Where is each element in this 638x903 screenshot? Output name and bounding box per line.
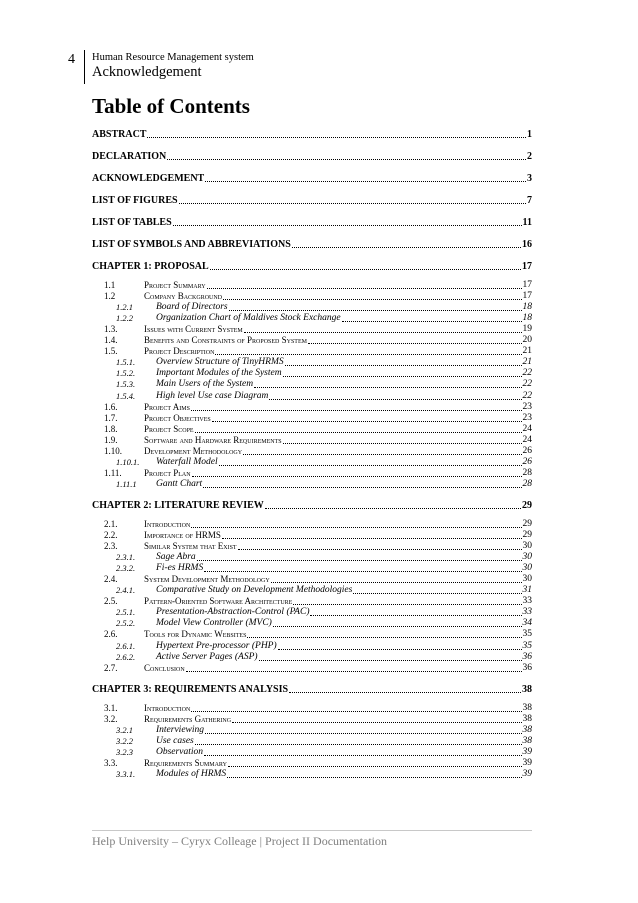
toc-entry-page: 17 xyxy=(522,261,532,272)
toc-entry-number: 2.5.1. xyxy=(116,607,136,618)
toc-entry-title: CHAPTER 3: REQUIREMENTS ANALYSIS xyxy=(92,683,289,695)
toc-entry-page: 26 xyxy=(522,456,532,467)
toc-entry-number: 3.2.2 xyxy=(116,735,133,746)
toc-entry-title: Important Modules of the System xyxy=(156,368,282,379)
toc-entry-page: 38 xyxy=(522,724,532,735)
toc-entry-number: 1.8. xyxy=(104,423,118,434)
toc-leader-dots xyxy=(254,378,521,388)
toc-entry-title: ACKNOWLEDGEMENT xyxy=(92,173,205,184)
toc-entry-number: 1.9. xyxy=(104,434,118,445)
toc-leader-dots xyxy=(192,467,522,477)
toc-entry-page: 28 xyxy=(522,467,532,478)
toc-entry-number: 1.11. xyxy=(104,467,122,478)
toc-entry-number: 3.2.3 xyxy=(116,746,133,757)
toc-entry-page: 19 xyxy=(522,324,532,335)
toc-entry-number: 1.5.1. xyxy=(116,357,136,368)
toc-title: Table of Contents xyxy=(92,94,250,118)
toc-leader-dots xyxy=(210,260,521,270)
toc-leader-dots xyxy=(292,238,521,248)
toc-chapter-entry[interactable] xyxy=(92,683,532,696)
toc-entry-page: 29 xyxy=(522,530,532,540)
toc-subsection-entry[interactable] xyxy=(92,768,532,781)
toc-entry-page: 39 xyxy=(522,768,532,779)
toc-subsection-entry[interactable] xyxy=(92,478,532,491)
toc-entry-number: 1.5. xyxy=(104,346,118,357)
toc-leader-dots xyxy=(207,279,522,289)
toc-entry-number: 1.6. xyxy=(104,401,118,412)
toc-leader-dots xyxy=(191,702,521,712)
toc-leader-dots xyxy=(285,356,522,366)
toc-entry-number: 2.2. xyxy=(104,530,118,540)
toc-entry-number: 1.1 xyxy=(104,280,116,290)
toc-entry-page: 29 xyxy=(522,499,532,511)
toc-leader-dots xyxy=(269,390,521,400)
toc-entry-number: 2.6.2. xyxy=(116,651,136,662)
toc-entry-number: 1.11.1 xyxy=(116,478,137,489)
toc-entry-title: Similar System that Exist xyxy=(144,541,237,552)
toc-entry-number: 3.3. xyxy=(104,757,118,768)
toc-entry-number: 3.2. xyxy=(104,713,118,724)
toc-chapter-entry[interactable] xyxy=(92,172,532,185)
toc-entry-title: Presentation-Abstraction-Control (PAC) xyxy=(156,607,310,618)
toc-entry-title: CHAPTER 2: LITERATURE REVIEW xyxy=(92,499,264,511)
toc-entry-title: Use cases xyxy=(156,735,194,746)
toc-entry-title: Project Plan xyxy=(144,467,191,478)
toc-entry-page: 28 xyxy=(522,478,532,489)
toc-leader-dots xyxy=(227,768,521,778)
toc-entry-page: 36 xyxy=(522,651,532,662)
toc-entry-page: 38 xyxy=(522,683,532,695)
toc-entry-title: Interviewing xyxy=(156,724,205,735)
toc-entry-title: Project Aims xyxy=(144,401,190,412)
toc-entry-title: Fi-es HRMS xyxy=(156,563,204,574)
toc-entry-page: 24 xyxy=(522,434,532,445)
toc-leader-dots xyxy=(173,216,522,226)
toc-entry-page: 38 xyxy=(522,702,532,713)
toc-entry-title: System Development Methodology xyxy=(144,574,270,585)
toc-entry-number: 2.3.2. xyxy=(116,563,136,574)
toc-entry-number: 3.2.1 xyxy=(116,724,133,735)
toc-section-entry[interactable] xyxy=(92,662,532,675)
toc-leader-dots xyxy=(238,540,522,550)
toc-leader-dots xyxy=(353,584,521,594)
section-heading: Acknowledgement xyxy=(92,64,202,80)
toc-leader-dots xyxy=(228,757,522,767)
toc-leader-dots xyxy=(203,478,521,488)
toc-entry-title: Project Scope xyxy=(144,423,194,434)
toc-entry-number: 2.5.2. xyxy=(116,618,136,629)
toc-entry-page: 38 xyxy=(522,713,532,724)
document-title: Human Resource Management system xyxy=(92,52,254,63)
toc-entry-number: 1.10. xyxy=(104,445,122,456)
toc-leader-dots xyxy=(205,724,521,734)
toc-chapter-entry[interactable] xyxy=(92,260,532,273)
toc-entry-page: 39 xyxy=(522,746,532,757)
toc-leader-dots xyxy=(232,713,521,723)
toc-chapter-entry[interactable] xyxy=(92,238,532,251)
toc-entry-page: 35 xyxy=(522,640,532,651)
toc-entry-page: 1 xyxy=(527,129,532,140)
toc-entry-number: 1.5.3. xyxy=(116,379,136,390)
toc-entry-title: LIST OF FIGURES xyxy=(92,195,178,206)
toc-leader-dots xyxy=(310,606,521,616)
toc-entry-title: Software and Hardware Requirements xyxy=(144,434,282,445)
header-divider xyxy=(84,50,85,84)
toc-leader-dots xyxy=(219,456,522,466)
toc-entry-title: Development Methodology xyxy=(144,445,243,456)
toc-entry-number: 1.5.4. xyxy=(116,390,136,401)
toc-entry-number: 2.6. xyxy=(104,629,118,640)
toc-entry-title: Active Server Pages (ASP) xyxy=(156,651,258,662)
toc-entry-title: Issues with Current System xyxy=(144,324,243,335)
toc-chapter-entry[interactable] xyxy=(92,128,532,141)
toc-entry-page: 21 xyxy=(522,346,532,357)
toc-entry-page: 29 xyxy=(522,518,532,529)
toc-entry-page: 30 xyxy=(522,563,532,574)
toc-entry-title: Comparative Study on Development Methodologies xyxy=(156,585,353,596)
toc-chapter-entry[interactable] xyxy=(92,216,532,229)
toc-entry-title: Requirements Gathering xyxy=(144,713,232,724)
toc-entry-page: 33 xyxy=(522,607,532,618)
toc-entry-page: 11 xyxy=(522,217,532,228)
toc-entry-title: Organization Chart of Maldives Stock Exchange xyxy=(156,313,341,324)
toc-leader-dots xyxy=(167,150,526,160)
toc-entry-title: Board of Directors xyxy=(156,302,228,313)
toc-entry-title: Hypertext Pre-processor (PHP) xyxy=(156,640,277,651)
toc-leader-dots xyxy=(215,345,521,355)
toc-leader-dots xyxy=(271,573,522,583)
toc-entry-number: 2.5. xyxy=(104,596,118,607)
toc-entry-page: 2 xyxy=(527,151,532,162)
toc-entry-title: Introduction xyxy=(144,518,191,529)
toc-entry-page: 30 xyxy=(522,574,532,585)
toc-entry-page: 36 xyxy=(522,662,532,673)
toc-leader-dots xyxy=(259,651,522,661)
toc-leader-dots xyxy=(293,595,521,605)
toc-entry-page: 30 xyxy=(522,541,532,552)
toc-leader-dots xyxy=(283,367,522,377)
toc-entry-page: 23 xyxy=(522,412,532,423)
toc-entry-title: Gantt Chart xyxy=(156,478,203,489)
toc-entry-number: 1.4. xyxy=(104,335,118,346)
toc-entry-title: Sage Abra xyxy=(156,552,196,563)
toc-entry-title: High level Use case Diagram xyxy=(156,390,269,401)
toc-entry-title: ABSTRACT xyxy=(92,129,147,140)
toc-entry-title: Observation xyxy=(156,746,203,757)
toc-leader-dots xyxy=(195,735,522,745)
toc-entry-page: 24 xyxy=(522,423,532,434)
toc-leader-dots xyxy=(273,617,522,627)
footer-text: Help University – Cyryx Colleage | Project II Documentation xyxy=(92,834,388,848)
toc-entry-page: 20 xyxy=(522,335,532,346)
toc-leader-dots xyxy=(222,529,522,539)
toc-leader-dots xyxy=(342,312,522,322)
toc-leader-dots xyxy=(212,412,522,422)
toc-leader-dots xyxy=(186,662,522,672)
toc-entry-title: Company Background xyxy=(144,291,223,302)
toc-entry-page: 30 xyxy=(522,552,532,563)
toc-entry-title: Model View Controller (MVC) xyxy=(156,618,272,629)
toc-leader-dots xyxy=(278,640,522,650)
toc-entry-title: Pattern-Oriented Software Architecture xyxy=(144,596,293,607)
toc-entry-title: Main Users of the System xyxy=(156,379,254,390)
toc-entry-number: 1.2 xyxy=(104,291,116,302)
toc-entry-page: 21 xyxy=(522,357,532,368)
toc-leader-dots xyxy=(204,746,522,756)
toc-entry-number: 1.5.2. xyxy=(116,368,136,379)
toc-entry-number: 2.4.1. xyxy=(116,585,136,596)
toc-leader-dots xyxy=(265,499,521,509)
toc-leader-dots xyxy=(204,562,521,572)
toc-entry-page: 17 xyxy=(522,291,532,302)
toc-entry-number: 2.1. xyxy=(104,518,118,529)
toc-entry-title: DECLARATION xyxy=(92,151,167,162)
toc-leader-dots xyxy=(191,518,521,528)
toc-entry-number: 2.4. xyxy=(104,574,118,585)
toc-leader-dots xyxy=(191,401,522,411)
toc-entry-number: 2.3. xyxy=(104,541,118,552)
toc-entry-title: Modules of HRMS xyxy=(156,768,227,779)
toc-chapter-entry[interactable] xyxy=(92,194,532,207)
toc-entry-page: 33 xyxy=(522,596,532,607)
toc-entry-page: 38 xyxy=(522,735,532,746)
toc-leader-dots xyxy=(223,290,521,300)
toc-entry-title: Project Description xyxy=(144,346,215,357)
toc-chapter-entry[interactable] xyxy=(92,499,532,512)
toc-entry-number: 1.7. xyxy=(104,412,118,423)
toc-entry-title: Benefits and Constraints of Proposed System xyxy=(144,335,307,346)
toc-entry-page: 39 xyxy=(522,757,532,768)
toc-entry-page: 23 xyxy=(522,401,532,412)
toc-leader-dots xyxy=(243,445,521,455)
footer-divider xyxy=(92,830,532,831)
toc-entry-page: 34 xyxy=(522,618,532,629)
toc-leader-dots xyxy=(244,323,522,333)
toc-entry-title: Introduction xyxy=(144,702,191,713)
toc-entry-number: 3.1. xyxy=(104,702,118,713)
toc-entry-title: Waterfall Model xyxy=(156,456,218,467)
page-number: 4 xyxy=(68,52,75,67)
toc-leader-dots xyxy=(283,434,522,444)
toc-entry-page: 18 xyxy=(522,302,532,313)
toc-entry-title: Project Objectives xyxy=(144,412,211,423)
toc-leader-dots xyxy=(289,683,521,693)
toc-entry-number: 3.3.1. xyxy=(116,768,136,779)
toc-entry-page: 31 xyxy=(522,585,532,596)
toc-entry-page: 3 xyxy=(527,173,532,184)
toc-entry-page: 18 xyxy=(522,313,532,324)
toc-entry-page: 17 xyxy=(522,280,532,290)
toc-entry-title: Requirements Summary xyxy=(144,757,227,768)
toc-entry-number: 1.2.2 xyxy=(116,313,133,324)
toc-chapter-entry[interactable] xyxy=(92,150,532,163)
toc-entry-title: Tools for Dynamic Websites xyxy=(144,629,247,640)
toc-entry-title: LIST OF SYMBOLS AND ABBREVIATIONS xyxy=(92,239,291,250)
toc-entry-number: 1.10.1. xyxy=(116,456,140,467)
toc-entry-title: Overview Structure of TinyHRMS xyxy=(156,357,284,368)
toc-entry-title: Conclusion xyxy=(144,662,185,673)
toc-entry-number: 2.7. xyxy=(104,662,118,673)
toc-entry-number: 2.6.1. xyxy=(116,640,136,651)
toc-leader-dots xyxy=(308,334,522,344)
toc-entry-title: Importance of HRMS xyxy=(144,530,221,540)
toc-entry-page: 35 xyxy=(522,629,532,640)
toc-entry-number: 1.3. xyxy=(104,324,118,335)
toc-leader-dots xyxy=(247,628,521,638)
toc-entry-page: 26 xyxy=(522,445,532,456)
toc-entry-page: 7 xyxy=(527,195,532,206)
toc-leader-dots xyxy=(205,172,526,182)
toc-leader-dots xyxy=(147,128,526,138)
toc-entry-number: 2.3.1. xyxy=(116,552,136,563)
toc-leader-dots xyxy=(229,301,522,311)
toc-entry-title: LIST OF TABLES xyxy=(92,217,172,228)
toc-leader-dots xyxy=(195,423,522,433)
toc-leader-dots xyxy=(197,551,522,561)
toc-entry-title: CHAPTER 1: PROPOSAL xyxy=(92,261,209,272)
toc-entry-title: Project Summary xyxy=(144,280,206,290)
toc-entry-page: 22 xyxy=(522,368,532,379)
toc-entry-number: 1.2.1 xyxy=(116,302,133,313)
toc-leader-dots xyxy=(179,194,526,204)
toc-entry-page: 16 xyxy=(522,239,532,250)
toc-entry-page: 22 xyxy=(522,379,532,390)
toc-entry-page: 22 xyxy=(522,390,532,401)
